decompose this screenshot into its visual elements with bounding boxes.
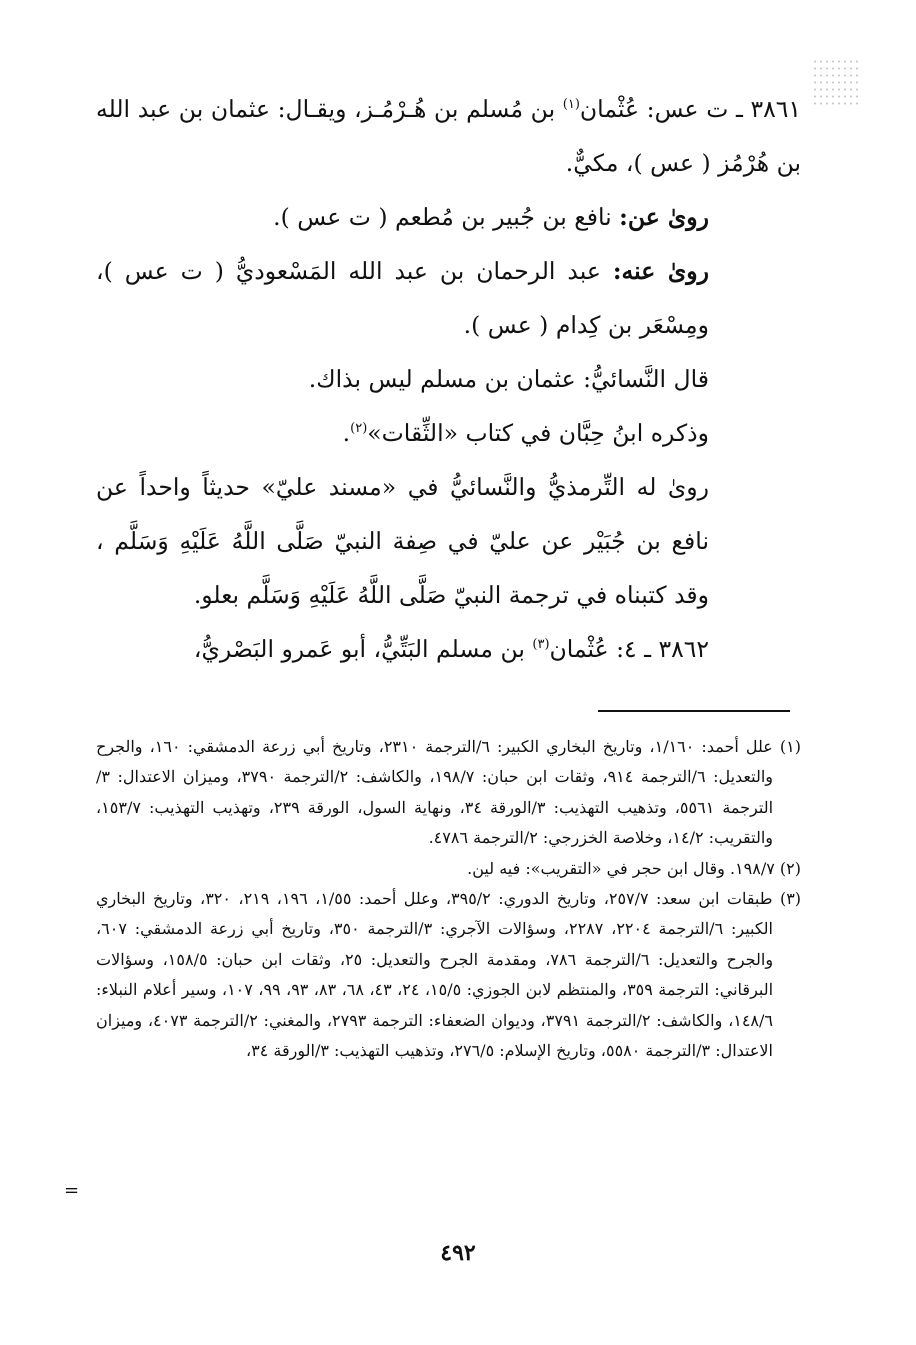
rawa-anhu-text: عبد الرحمان بن عبد الله المَسْعوديُّ ( ت عس )، ومِسْعَر بن كِدام ( عس ). [96,257,709,339]
footnote-2 [96,854,801,884]
scan-speckle [812,58,862,108]
footnote-text: علل أحمد: ١/١٦٠، وتاريخ البخاري الكبير: ٦/الترجمة ٢٣١٠، وتاريخ أبي زرعة الدمشقي: ١٦٠، والجرح والتعديل: ٦/الترجمة ٩١٤، وثقات ابن حبان: ١٩٨/٧، والكاشف: ٢/الترجمة ٣٧٩٠، وميزان الاعتدال: ٣/الترجمة ٥٥٦١، وتذهيب التهذيب: ٣/الورقة ٣٤، ونهاية السول، الورقة ٢٣٩، وتهذيب التهذيب: ١٥٣/٧، والتقريب: ١٤/٢، وخلاصة الخزرجي: ٢/الترجمة ٤٧٨٦. [96,737,774,848]
hibban-line [96,406,801,460]
hibban-text: وذكره ابنُ حِبَّان في كتاب «الثِّقات» [367,419,709,447]
hibban-end: . [342,419,351,447]
rawa-an-line [96,190,801,244]
rawa-an-text: نافع بن جُبير بن مُطعم ( ت عس ). [273,203,620,231]
entry-head: ٣٨٦٢ ـ ٤: عُثْمان [549,635,709,663]
entry-tail: بن مسلم البَتِّيُّ، أبو عَمرو البَصْريُّ، [193,635,533,663]
footnote-number: (٢) [779,858,801,878]
entry-head: ٣٨٦١ ـ ت عس: عُثْمان [579,95,801,123]
page-number: ٤٩٢ [440,1240,476,1266]
footnote-number: (١) [779,737,802,756]
entry-3861 [96,82,801,676]
footnote-ref-1[interactable]: (١) [562,97,580,113]
continued-mark: = [64,1180,80,1201]
footnotes [96,732,801,1066]
footnote-text: ١٩٨/٧. وقال ابن حجر في «التقريب»: فيه لين. [467,858,775,878]
footnote-separator [598,710,790,712]
footnote-ref-3[interactable]: (٣) [532,637,550,653]
rawa-anhu-label: روىٰ عنه: [612,257,709,285]
footnote-1 [96,732,801,854]
footnote-ref-2[interactable]: (٢) [350,421,368,437]
entry-tail: بن مُسلم بن هُـرْمُـز، ويقـال: عثمان بن عبد الله بن هُرْمُز ( عس )، مكيٌّ. [96,95,801,177]
rawa-lahu-paragraph: روىٰ له التِّرمذيُّ والنَّسائيُّ في «مسند عليّ» حديثاً واحداً عن نافع بن جُبَيْر عن عليّ في صِفة النبيّ صَلَّى اللَّهُ عَلَيْهِ وَسَلَّم ، وقد كتبناه في ترجمة النبيّ صَلَّى اللَّهُ عَلَيْهِ وَسَلَّم بعلو. [96,473,709,609]
rawa-an-label: روىٰ عن: [619,203,709,231]
rawa-anhu-line [96,244,801,352]
nasai-line: قال النَّسائيُّ: عثمان بن مسلم ليس بذاك. [308,365,709,393]
footnote-3 [96,884,801,1066]
footnote-text: طبقات ابن سعد: ٢٥٧/٧، وتاريخ الدوري: ٣٩٥/٢، وعلل أحمد: ١/٥٥، ١٩٦، ٢١٩، ٣٢٠، وتاريخ البخاري الكبير: ٦/الترجمة ٢٢٠٤، ٢٢٨٧، وسؤالات الآجري: ٣/الترجمة ٣٥٠، وتاريخ أبي زرعة الدمشقي: ٦٠٧، والجرح والتعديل: ٦/الترجمة ٧٨٦، ومقدمة الجرح والتعديل: ٢٥، وثقات ابن حبان: ١٥٨/٥، وسؤالات البرقاني: الترجمة ٣٥٩، والمنتظم لابن الجوزي: ١٥/٥، ٢٤، ٤٣، ٦٨، ٨٣، ٩٣، ٩٩، ١٠٧، وسير أعلام النبلاء: ١٤٨/٦، والكاشف: ٢/الترجمة ٣٧٩١، وديوان الضعفاء: الترجمة ٢٧٩٣، والمغني: ٢/الترجمة ٤٠٧٣، وميزان الاعتدال: ٣/الترجمة ٥٥٨٠، وتاريخ الإسلام: ٢٧٦/٥، وتذهيب التهذيب: ٣/الورقة ٣٤، [96,889,774,1061]
footnote-number: (٣) [779,889,802,909]
entry-3861-heading [96,82,801,190]
entry-3862-heading [96,622,801,676]
